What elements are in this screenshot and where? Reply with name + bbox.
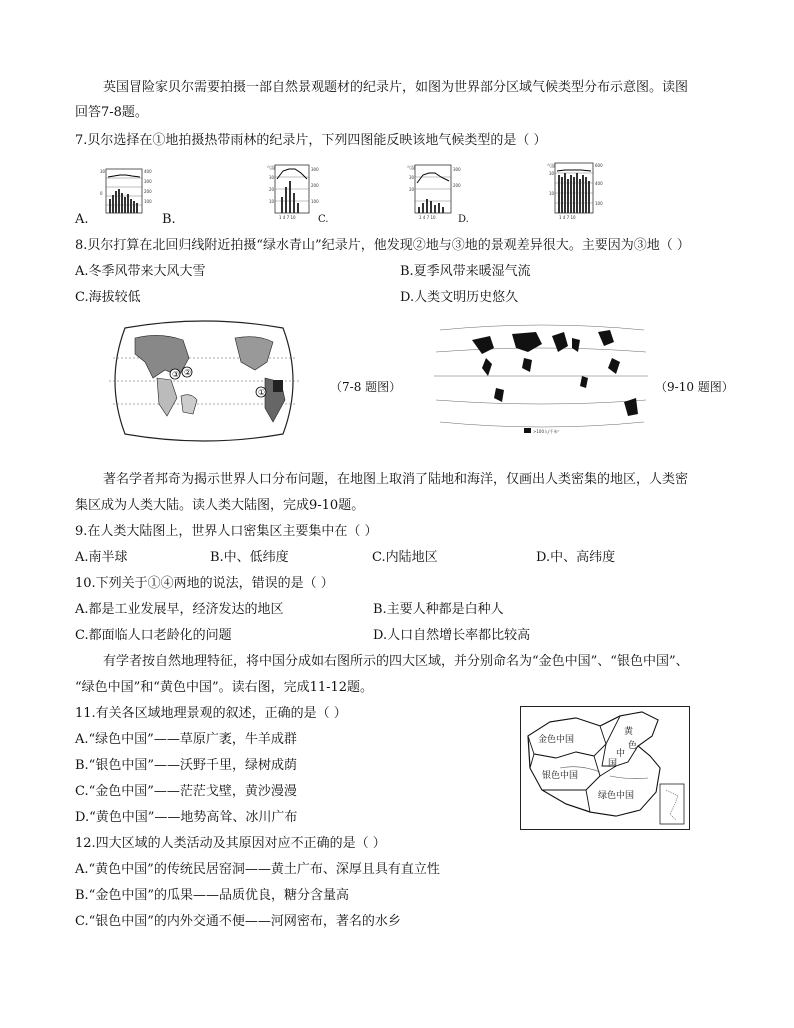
china-label-silver: 银色中国 <box>542 771 579 781</box>
map-marker-2: ② <box>184 368 192 377</box>
svg-text:100: 100 <box>311 199 319 204</box>
question-8-option-a: A.冬季风带来大风大雪 <box>75 264 206 279</box>
svg-text:30: 30 <box>409 175 415 180</box>
svg-text:200: 200 <box>453 183 461 188</box>
svg-text:300: 300 <box>144 179 152 184</box>
svg-text:30: 30 <box>549 171 555 176</box>
question-7-stem: 7.贝尔选择在①地拍摄热带雨林的纪录片，下列四图能反映该地气候类型的是（ ） <box>75 133 547 148</box>
map-marker-3: ③ <box>172 370 180 379</box>
svg-text:100: 100 <box>144 199 152 204</box>
climate-chart-b <box>265 157 325 225</box>
human-continent-map <box>432 318 650 440</box>
question-12-option-b: B.“金色中国”的瓜果——品质优良，糖分含量高 <box>75 888 349 903</box>
svg-text:30: 30 <box>100 169 106 174</box>
china-label-gold: 金色中国 <box>538 735 575 745</box>
svg-text:400: 400 <box>144 169 152 174</box>
question-7-option-c-label: C. <box>318 214 329 225</box>
question-10-option-c: C.都面临人口老龄化的问题 <box>75 628 232 643</box>
question-10-option-b: B.主要人种都是白种人 <box>373 602 504 617</box>
svg-text:气温: 气温 <box>547 163 555 168</box>
question-9-option-d: D.中、高纬度 <box>536 550 616 565</box>
svg-text:600: 600 <box>595 163 603 168</box>
question-12-option-c: C.“银色中国”的内外交通不便——河网密布，著名的水乡 <box>75 914 401 929</box>
question-9-stem: 9.在人类大陆图上，世界人口密集区主要集中在（ ） <box>75 524 378 539</box>
question-8-option-d: D.人类文明历史悠久 <box>400 290 519 305</box>
question-8-option-c: C.海拔较低 <box>75 290 141 305</box>
question-10-option-d: D.人口自然增长率都比较高 <box>373 628 531 643</box>
climate-chart-a <box>100 163 156 225</box>
svg-text:10: 10 <box>269 199 275 204</box>
climate-chart-d <box>545 155 609 225</box>
svg-text:1 4 7 10: 1 4 7 10 <box>419 215 436 220</box>
question-7-option-b-label: B. <box>162 212 176 227</box>
question-9-option-a: A.南半球 <box>75 550 128 565</box>
question-8-stem: 8.贝尔打算在北回归线附近拍摄“绿水青山”纪录片，他发现②地与③地的景观差异很大。主要因为③地（ ） <box>75 238 690 253</box>
question-10-option-a: A.都是工业发展早，经济发达的地区 <box>75 602 284 617</box>
svg-text:20: 20 <box>269 187 275 192</box>
caption-7-8: （7-8 题图） <box>330 380 402 394</box>
question-7-option-a-label: A. <box>75 212 89 227</box>
question-12-option-a: A.“黄色中国”的传统民居窑洞——黄土广布、深厚且具有直立性 <box>75 862 440 877</box>
svg-text:200: 200 <box>144 189 152 194</box>
question-11-stem: 11.有关各区域地理景观的叙述，正确的是（ ） <box>75 706 347 721</box>
intro-9-10-line2: 集区成为人类大陆。读人类大陆图，完成9-10题。 <box>75 498 365 513</box>
svg-text:30: 30 <box>269 175 275 180</box>
svg-text:0: 0 <box>100 191 103 196</box>
china-label-yellow-3: 中 <box>616 749 626 759</box>
svg-text:20: 20 <box>409 187 415 192</box>
svg-text:气温: 气温 <box>267 165 275 170</box>
svg-text:100: 100 <box>595 201 603 206</box>
question-10-stem: 10.下列关于①④两地的说法，错误的是（ ） <box>75 576 334 591</box>
svg-text:300: 300 <box>453 167 461 172</box>
intro-7-8-line1: 英国冒险家贝尔需要拍摄一部自然景观题材的纪录片，如图为世界部分区域气候类型分布示意图。读图 <box>103 80 689 95</box>
china-label-yellow-2: 色 <box>628 741 638 751</box>
svg-text:气温: 气温 <box>407 165 415 170</box>
svg-text:300: 300 <box>311 167 319 172</box>
question-8-option-b: B.夏季风带来暖湿气流 <box>400 264 531 279</box>
intro-9-10-line1: 著名学者邦奇为揭示世界人口分布问题，在地图上取消了陆地和海洋，仅画出人类密集的地区，人类密 <box>103 472 689 487</box>
svg-text:1 4 7 10: 1 4 7 10 <box>559 215 576 220</box>
svg-text:10: 10 <box>549 191 555 196</box>
question-9-option-b: B.中、低纬度 <box>210 550 289 565</box>
svg-text:1 4 7 10: 1 4 7 10 <box>279 215 296 220</box>
map2-legend: >100人/千米² <box>533 429 559 434</box>
intro-11-12-line1: 有学者按自然地理特征，将中国分成如右图所示的四大区域，并分别命名为“金色中国”、“银色中国”、 <box>103 654 689 669</box>
question-11-option-b: B.“银色中国”——沃野千里，绿树成荫 <box>75 758 297 773</box>
question-11-option-a: A.“绿色中国”——草原广袤，牛羊成群 <box>75 732 297 747</box>
svg-text:400: 400 <box>595 181 603 186</box>
china-label-yellow-1: 黄 <box>624 727 634 737</box>
question-7-option-d-label: D. <box>458 214 469 225</box>
svg-text:200: 200 <box>311 183 319 188</box>
question-11-option-d: D.“黄色中国”——地势高耸、冰川广布 <box>75 810 298 825</box>
china-label-green: 绿色中国 <box>598 791 635 801</box>
intro-7-8-line2: 回答7-8题。 <box>75 105 148 120</box>
question-11-option-c: C.“金色中国”——茫茫戈壁，黄沙漫漫 <box>75 784 297 799</box>
question-12-stem: 12.四大区域的人类活动及其原因对应不正确的是（ ） <box>75 836 386 851</box>
intro-11-12-line2: “绿色中国”和“黄色中国”。读右图，完成11-12题。 <box>75 680 374 695</box>
world-climate-map <box>105 318 303 444</box>
china-four-regions-map <box>520 706 690 830</box>
question-9-option-c: C.内陆地区 <box>372 550 438 565</box>
china-label-yellow-4: 国 <box>608 759 618 769</box>
caption-9-10: （9-10 题图） <box>655 380 734 394</box>
map-marker-1: ① <box>258 388 266 397</box>
